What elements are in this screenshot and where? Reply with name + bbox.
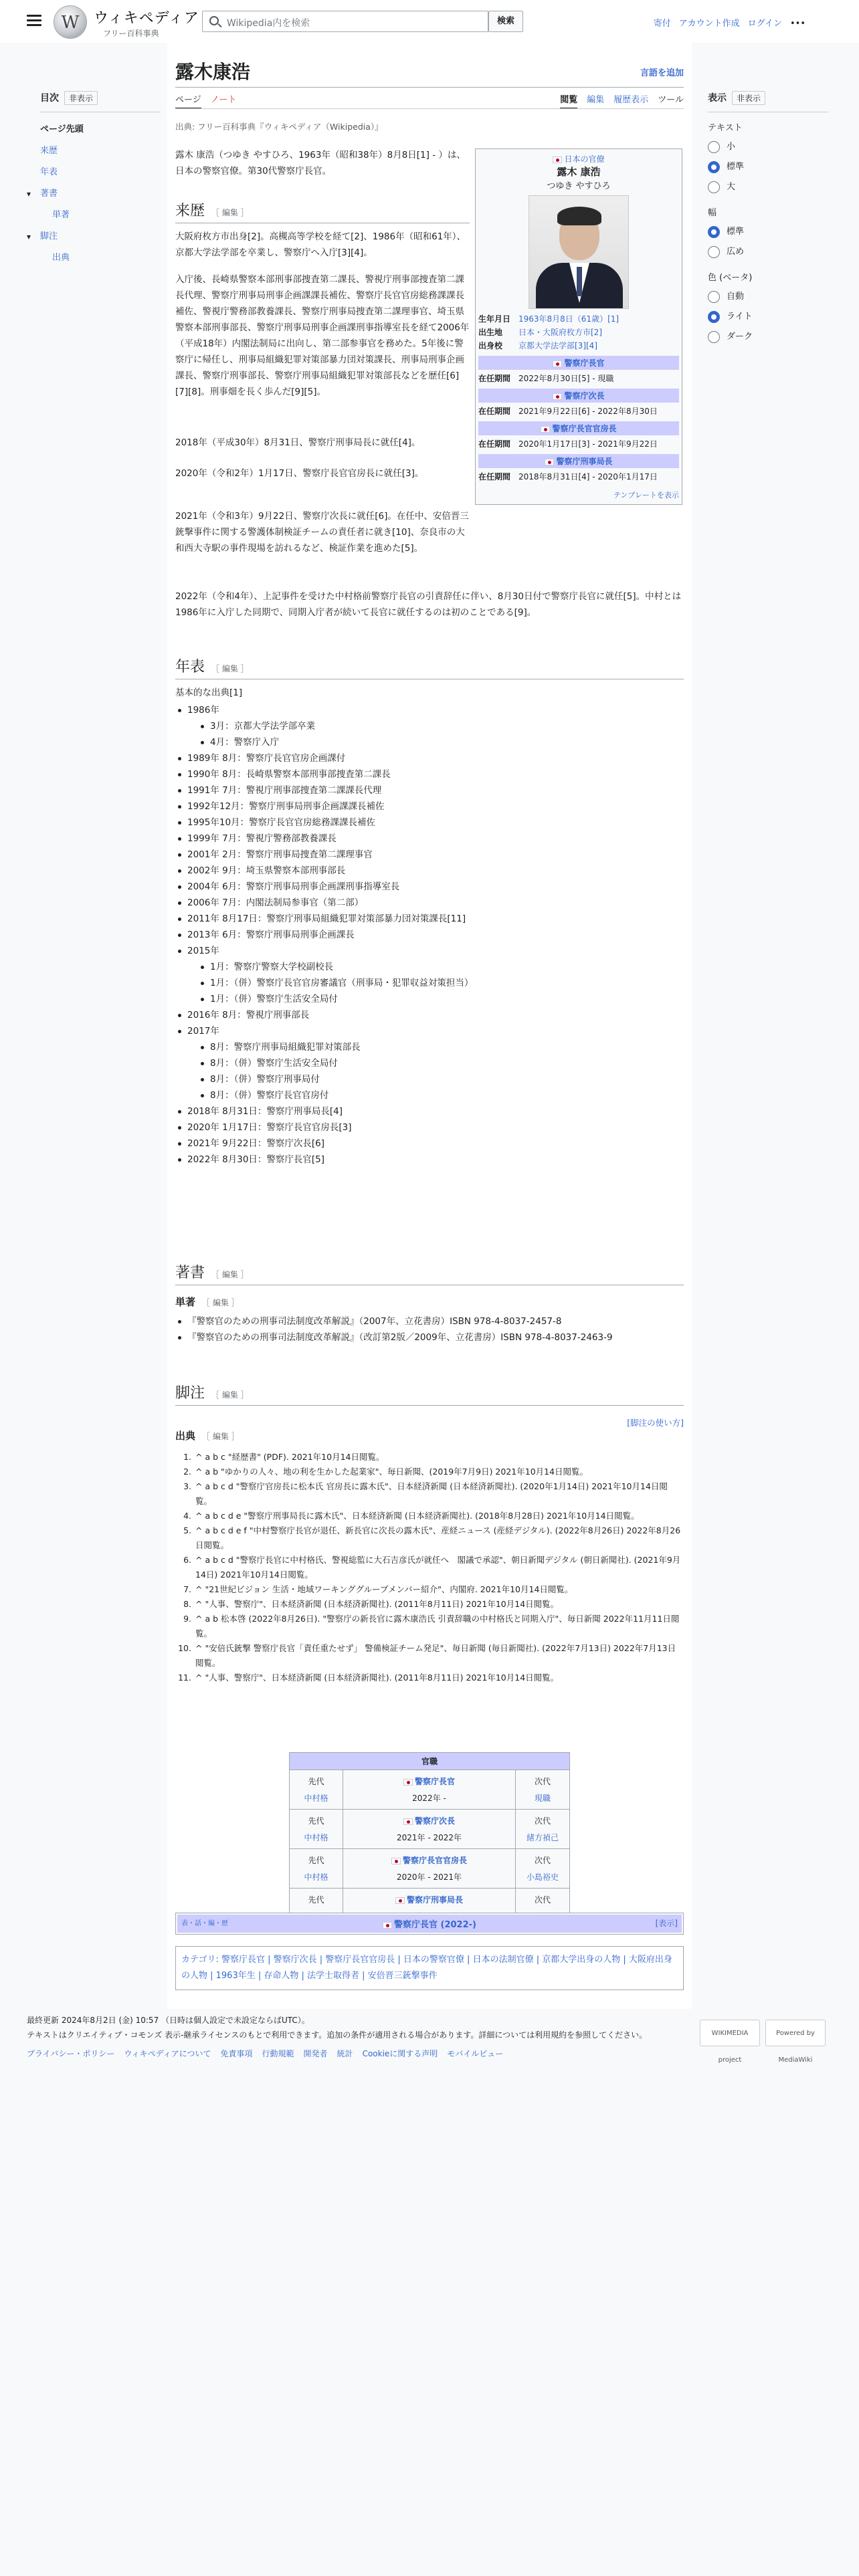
post-3-term: 2020年1月17日[3] - 2021年9月22日 [518,439,658,449]
toc-item-history[interactable]: 来歴 [40,146,58,156]
text-size-standard[interactable]: 標準 [708,157,828,177]
toc-item-single[interactable]: 単著 [52,210,70,220]
add-languages-button[interactable]: 言語を追加 [640,68,684,78]
wordmark[interactable] [94,7,199,39]
radio-selected-icon [708,311,720,323]
reference-item: 2. ^ a b "ゆかりの人々、地の利を生かした起業家"、毎日新聞、(2019年7月9日) 2021年10月14日閲覧。 [183,1467,589,1477]
succession-row: 先代 警察庁刑事局長 次代 [290,1888,569,1927]
view-template-link[interactable]: テンプレートを表示 [613,491,679,500]
source-note: 出典: フリー百科事典『ウィキペディア（Wikipedia）』 [175,122,383,132]
heading-notes: 脚注 ［ 編集 ］ [175,1382,684,1406]
heading-chronology: 年表 ［ 編集 ］ [175,655,684,679]
chronology-item: 2011年 8月17日：警察庁刑事局組織犯罪対策部暴力団対策課長[11] [175,911,684,927]
chronology-item: 3月：京都大学法学部卒業 [175,718,684,734]
last-modified: 最終更新 2024年8月2日 (金) 10:57 （日時は個人設定で未設定ならばUTC）。 [27,2016,310,2025]
history-p1: 大阪府枚方市出身[2]。高槻高等学校を経て[2]、1986年（昭和61年）、京都大学法学部を卒業し、警察庁へ入庁[3][4]。 [175,231,466,258]
chronology-item: 2002年 9月：埼玉県警察本部刑事部長 [175,863,684,879]
succession-row: 先代 中村格 警察庁長官 2022年 - 次代 現職 [290,1769,569,1809]
chevron-down-icon[interactable]: ▾ [27,232,31,241]
infobox: 日本の官僚 露木 康浩 つゆき やすひろ 生年月日 1963年8月8日（61歳）[1] 出生地 日本・大阪府枚方市[2] 出身校 京都大学法学部[3][4] 警察庁長官 在任期間 2022年8月30日[5] - 現職 警察庁次長 在任期間 2021年9月22日[6] - 2022年8月30日 警察庁長官官房長 在任期間 2020年1月17日[3] - 2021年9月22日 警察庁刑事局長 在任期間 2018年8月31日[4] - 2020年1月17日 テンプレートを表示 [475,148,682,505]
tab-talk[interactable]: ノート [210,95,237,105]
edit-section-link[interactable]: ［ 編集 ］ [202,1298,240,1307]
reference-item: 5. ^ a b c d e f "中村警察庁長官が退任、新長官に次長の露木氏"、産経ニュース (産経デジタル). (2022年8月26日) 2022年8月26日閲覧。 [183,1525,681,1550]
text-size-label: テキスト [708,123,743,133]
predecessor-link[interactable]: 中村格 [304,1833,328,1842]
donate-link[interactable]: 寄付 [653,19,671,29]
infobox-kana: つゆき やすひろ [547,181,611,191]
post-2-header: 警察庁次長 [478,389,679,403]
chronology-item: 2020年 1月17日：警察庁長官官房長[3] [175,1119,684,1136]
references-list [175,1450,684,1685]
site-name: ウィキペディア [94,10,199,27]
chronology-item: 2016年 8月：警視庁刑事部長 [175,1007,684,1023]
main-menu-icon[interactable] [27,15,41,27]
heading-history: 来歴 ［ 編集 ］ [175,199,470,223]
history-p6: 2022年（令和4年）、上記事件を受けた中村格前警察庁長官の引責辞任に伴い、8月30日付で警察庁長官に就任[5]。中村とは1986年に入庁した同期で、同期入庁者が続いて長官に就任するのは初のことである[9]。 [175,591,682,618]
post-1-term: 2022年8月30日[5] - 現職 [518,374,614,383]
reference-item: 8. ^ "人事、警察庁"、日本経済新聞 (日本経済新聞社). (2011年8月11日) 2021年10月14日閲覧。 [183,1599,559,1609]
radio-icon [708,181,720,193]
width-label: 幅 [708,208,717,218]
chronology-item: 1989年 8月：警察庁長官官房企画課付 [175,750,684,766]
chronology-item: 8月：（併）警察庁長官官房付 [175,1087,684,1103]
color-label: 色 (ベータ) [708,273,753,283]
search-button[interactable]: 検索 [488,11,523,32]
history-p4: 2020年（令和2年）1月17日、警察庁長官官房長に就任[3]。 [175,468,424,479]
chronology-item: 2018年 8月31日：警察庁刑事局長[4] [175,1103,684,1119]
login-link[interactable]: ログイン [747,19,782,29]
category-links[interactable]: カテゴリ: 警察庁長官 | 警察庁次長 | 警察庁長官官房長 | 日本の警察官僚 | 日本の法制官僚 | 京都大学出身の人物 | 大阪府出身の人物 | 1963年生 | 存命人物 | 法学士取得者 | 安倍晋三銃撃事件 [175,1946,684,1990]
books-list [175,1313,644,1346]
chronology-item: 2004年 6月：警察庁刑事局刑事企画課刑事指導室長 [175,879,684,895]
chronology-item: 1986年 [175,702,684,718]
chronology-intro: 基本的な出典[1] [175,687,243,698]
chronology-item: 8月：警察庁刑事局組織犯罪対策部長 [175,1039,684,1055]
edit-section-link[interactable]: ［ 編集 ］ [211,1270,249,1279]
wikimedia-badge[interactable]: WIKIMEDIA project [700,2020,760,2046]
color-light[interactable]: ライト [708,307,828,327]
footer-link[interactable]: Cookieに関する声明 [362,2049,438,2058]
footer-link[interactable]: 行動規範 [262,2049,294,2058]
post-link[interactable]: 警察庁長官官房長 [346,1852,512,1868]
footer-link[interactable]: プライバシー・ポリシー [27,2049,115,2058]
license-note: テキストはクリエイティブ・コモンズ 表示-継承ライセンスのもとで利用できます。追加の条件が適用される場合があります。詳細については利用規約を参照してください。 [27,2030,648,2040]
successor-link[interactable]: 小島裕史 [526,1872,559,1882]
chronology-item: 1990年 8月：長崎県警察本部刑事部捜査第二課長 [175,766,684,782]
color-dark[interactable]: ダーク [708,327,828,347]
post-1-header: 警察庁長官 [478,356,679,370]
more-menu-icon[interactable]: ••• [789,19,805,29]
navbox-vte[interactable]: 表・話・編・歴 [181,1920,228,1927]
page-title: 露木康浩 [175,61,251,83]
chronology-item: 2013年 6月：警察庁刑事局刑事企画課長 [175,927,684,943]
predecessor-link[interactable]: 中村格 [304,1794,328,1803]
navbox [175,1913,684,1935]
notes-help-link[interactable]: [脚注の使い方] [627,1418,684,1428]
predecessor-link[interactable]: 中村格 [304,1872,328,1882]
width-wide[interactable]: 広め [708,242,828,262]
wikipedia-logo[interactable]: W [54,5,87,39]
heading-single-author: 単著 ［ 編集 ］ [175,1296,240,1308]
japan-flag-icon [553,156,562,163]
chronology-item: 1月：（併）警察庁長官官房審議官（刑事局・犯罪収益対策担当） [175,975,684,991]
infobox-category[interactable]: 日本の官僚 [564,154,605,164]
reference-item: 3. ^ a b c d "警察庁官房長に松本氏 官房長に露木氏"、日本経済新聞 (日本経済新聞社). (2020年1月14日) 2021年10月14日閲覧。 [183,1481,668,1506]
toc-hide-button[interactable]: 非表示 [64,91,98,105]
chronology-item: 2006年 7月：内閣法制局参事官（第二部） [175,895,684,911]
chronology-item: 2021年 9月22日：警察庁次長[6] [175,1136,684,1152]
reference-item: 9. ^ a b 松本啓 (2022年8月26日). "警察庁の新長官に露木康浩氏 引責辞職の中村格氏と同期入庁"、毎日新聞 2022年11月11日閲覧。 [183,1614,680,1638]
chronology-item: 1月：（併）警察庁生活安全局付 [175,991,684,1007]
tab-page[interactable]: ページ [175,95,201,109]
view-tabs [551,92,684,105]
tab-tools[interactable]: ツール [658,95,684,105]
footer-link[interactable]: 統計 [337,2049,353,2058]
edit-section-link[interactable]: ［ 編集 ］ [211,208,249,217]
footer-link[interactable]: ウィキペディアについて [124,2049,211,2058]
succession-box [289,1752,570,1928]
radio-icon [708,331,720,343]
tab-edit[interactable]: 編集 [587,95,605,105]
toc-title: 目次 [40,93,59,104]
appearance-panel [708,91,828,347]
chronology-item: 1992年12月：警察庁刑事局刑事企画課課長補佐 [175,798,684,815]
reference-item: 1. ^ a b c "経歴書" (PDF). 2021年10月14日閲覧。 [183,1452,385,1462]
text-size-small[interactable]: 小 [708,137,828,157]
post-4-header: 警察庁刑事局長 [478,454,679,468]
footer-link[interactable]: モバイルビュー [447,2049,504,2058]
chronology-item: 2015年 [175,943,684,959]
width-standard[interactable]: 標準 [708,222,828,242]
create-account-link[interactable]: アカウント作成 [678,19,740,29]
chronology-list [175,702,684,1168]
toc-item-notes[interactable]: ▾ 脚注 [40,226,161,247]
post-link[interactable]: 警察庁次長 [346,1812,512,1829]
birth-place[interactable]: 日本・大阪府枚方市[2] [518,328,602,337]
history-p5: 2021年（令和3年）9月22日、警察庁次長に就任[6]。在任中、安倍晋三銃撃事件に関する警護体制検証チームの責任者に就き[10]、奈良市の大和西大寺駅の事件現場を訪れるなど、検証作業を進めた[5]。 [175,511,469,554]
chronology-item: 2022年 8月30日：警察庁長官[5] [175,1152,684,1168]
reference-item: 11. ^ "人事、警察庁"、日本経済新聞 (日本経済新聞社). (2011年8月11日) 2021年10月14日閲覧。 [178,1673,559,1683]
appearance-title: 表示 [708,93,727,104]
successor-link[interactable]: 緒方禎己 [526,1833,559,1842]
site-header [0,0,859,43]
reference-item: 7. ^ "21世紀ビジョン 生活・地域ワーキンググループメンバー紹介"、内閣府. 2021年10月14日閲覧。 [183,1584,573,1594]
edit-section-link[interactable]: ［ 編集 ］ [211,1390,249,1400]
toc-item-chronology[interactable]: 年表 [40,167,58,177]
search-placeholder: Wikipedia内を検索 [227,18,310,29]
text-size-large[interactable]: 大 [708,177,828,197]
radio-icon [708,246,720,258]
succession-row: 先代 中村格 警察庁長官官房長 2020年 - 2021年 次代 小島裕史 [290,1848,569,1888]
toc-item-books[interactable]: ▾ 著書 [40,183,161,205]
alma-mater[interactable]: 京都大学法学部[3][4] [518,341,597,350]
chronology-item: 8月：（併）警察庁生活安全局付 [175,1055,684,1071]
post-2-term: 2021年9月22日[6] - 2022年8月30日 [518,407,658,416]
site-tagline: フリー百科事典 [103,29,159,38]
chronology-item: 8月：（併）警察庁刑事局付 [175,1071,684,1087]
heading-sources: 出典 ［ 編集 ］ [175,1430,240,1442]
search-input[interactable] [202,11,488,32]
post-link[interactable]: 警察庁長官 [346,1773,512,1790]
portrait-photo[interactable] [529,195,629,309]
color-auto[interactable]: 自動 [708,287,828,307]
infobox-name: 露木 康浩 [557,166,601,178]
namespace-tabs [175,92,246,105]
reference-item: 6. ^ a b c d "警察庁長官に中村格氏、警視総監に大石吉彦氏が就任へ 閣議で承認"、朝日新聞デジタル (朝日新聞社). (2021年9月14日) 2021年10月14日閲覧。 [183,1555,681,1580]
chevron-down-icon[interactable]: ▾ [27,189,31,199]
user-links [646,16,805,29]
chronology-item: 1995年10月：警察庁長官官房総務課課長補佐 [175,815,684,831]
tab-history[interactable]: 履歴表示 [613,95,649,105]
post-3-header: 警察庁長官官房長 [478,421,679,435]
radio-icon [708,141,720,153]
chronology-item: 4月：警察庁入庁 [175,734,684,750]
reference-item: 4. ^ a b c d e "警察庁刑事局長に露木氏"、日本経済新聞 (日本経済新聞社). (2018年8月28日) 2021年10月14日閲覧。 [183,1511,640,1521]
appearance-hide-button[interactable]: 非表示 [732,91,765,105]
mediawiki-badge[interactable]: Powered by MediaWiki [765,2020,826,2046]
search-icon [209,16,219,25]
toc-item-sources[interactable]: 出典 [52,253,70,263]
tab-read[interactable]: 閲覧 [560,95,577,109]
footer-link[interactable]: 開発者 [303,2049,328,2058]
history-p3: 2018年（平成30年）8月31日、警察庁刑事局長に就任[4]。 [175,437,421,448]
reference-item: 10. ^ "安倍氏銃撃 警察庁長官「責任重たせず」 警備検証チーム発足"、毎日新聞 (毎日新聞社). (2022年7月13日) 2022年7月13日閲覧。 [178,1643,676,1668]
navbox-show-button[interactable]: [表示] [655,1919,678,1928]
toc-item-top[interactable]: ページ先頭 [40,124,84,134]
book-item: 『警察官のための刑事司法制度改革解説』（2007年、立花書房）ISBN 978-4-8037-2457-8 [175,1313,644,1329]
post-4-term: 2018年8月31日[4] - 2020年1月17日 [518,472,658,481]
chronology-item: 2017年 [175,1023,684,1039]
succession-row: 先代 中村格 警察庁次長 2021年 - 2022年 次代 緒方禎己 [290,1809,569,1848]
edit-section-link[interactable]: ［ 編集 ］ [202,1432,240,1441]
chronology-item: 2001年 2月：警察庁刑事局捜査第二課理事官 [175,847,684,863]
heading-books: 著書 ［ 編集 ］ [175,1261,684,1285]
radio-selected-icon [708,161,720,173]
book-item: 『警察官のための刑事司法制度改革解説』（改訂第2版／2009年、立花書房）ISBN 978-4-8037-2463-9 [175,1329,644,1346]
history-p2: 入庁後、長崎県警察本部刑事部捜査第二課長、警視庁刑事部捜査第二課長代理、警察庁刑事局刑事企画課課長補佐、警察庁長官官房総務課課長補佐、警視庁警務部教養課長、警察庁刑事局捜査第二課理事官、埼玉県警察本部刑事部長、警察庁刑事局刑事企画課刑事指導室長を経て2006年（平成18年）内閣法制局に出向し、第二部参事官を務めた。5年後に警察庁に帰任し、刑事局組織犯罪対策部暴力団対策課長、刑事局刑事企画課長、警察庁刑事部長、警察庁刑事局組織犯罪対策部長などを歴任[6][7][8]。刑事畑を長く歩んだ[9][5]。 [175,274,470,397]
navbox-title[interactable]: 警察庁長官 (2022-) [394,1920,476,1930]
chronology-item: 1月：警察庁警察大学校副校長 [175,959,684,975]
chronology-item: 1991年 7月：警視庁刑事部捜査第二課課長代理 [175,782,684,798]
chronology-item: 1999年 7月：警視庁警務部教養課長 [175,831,684,847]
lead-paragraph: 露木 康浩（つゆき やすひろ、1963年（昭和38年）8月8日[1] - ）は、日本の警察官僚。第30代警察庁長官。 [175,150,466,177]
footer-link[interactable]: 免責事項 [220,2049,253,2058]
edit-section-link[interactable]: ［ 編集 ］ [211,664,249,673]
radio-selected-icon [708,226,720,238]
successor-link[interactable]: 現職 [534,1794,551,1803]
table-of-contents [27,91,161,269]
radio-icon [708,291,720,303]
footer-badges [694,2020,826,2064]
post-link[interactable]: 警察庁刑事局長 [346,1891,512,1908]
succession-title: 官職 [290,1753,569,1769]
birth-date[interactable]: 1963年8月8日（61歳）[1] [518,314,619,324]
